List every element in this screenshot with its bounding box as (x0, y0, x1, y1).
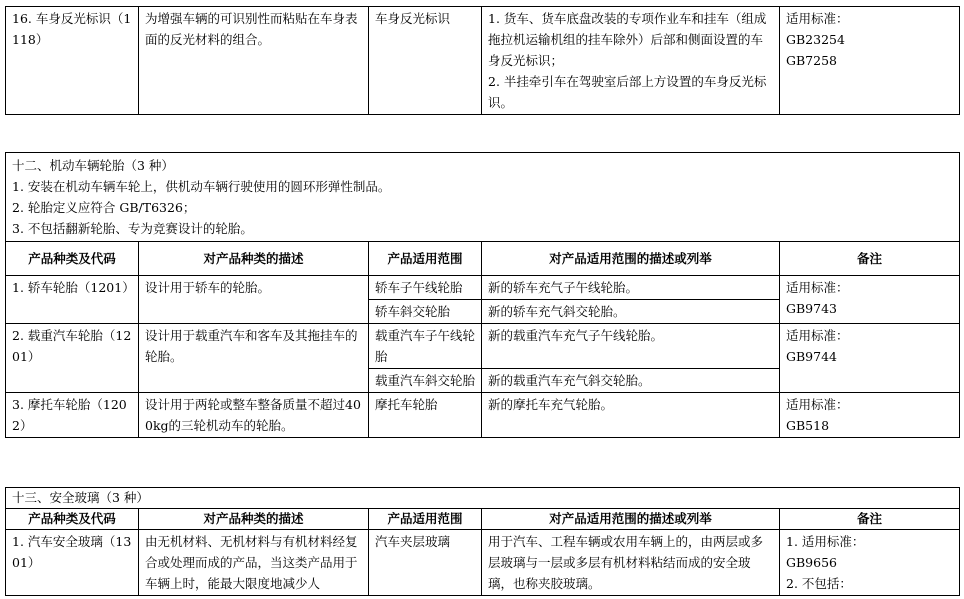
section-title: 十三、安全玻璃（3 种） (12, 490, 149, 505)
scope-description: 新的摩托车充气轮胎。 (488, 397, 614, 412)
remark-cell (780, 324, 960, 393)
standard-code: GB9656 (786, 555, 837, 570)
table-row (6, 324, 960, 369)
product-description-cell (139, 7, 369, 115)
column-header: 对产品种类的描述 (139, 509, 369, 530)
scope-description-cell (482, 530, 780, 596)
section-note: 1. 安装在机动车辆车轮上，供机动车辆行驶使用的圆环形弹性制品。 (12, 179, 391, 194)
scope: 轿车斜交轮胎 (375, 304, 451, 319)
table-tires (5, 152, 960, 438)
remark-label: 适用标准： (786, 280, 849, 295)
product-code-cell (6, 393, 139, 438)
standard-code: GB9744 (786, 349, 837, 364)
scope-cell (369, 300, 482, 324)
scope-cell (369, 530, 482, 596)
scope-description-cell (482, 7, 780, 115)
scope-description: 新的轿车充气斜交轮胎。 (488, 304, 626, 319)
table-reflective-marking (5, 6, 960, 115)
product-description: 设计用于载重汽车和客车及其拖挂车的轮胎。 (145, 328, 358, 364)
scope-cell (369, 7, 482, 115)
product-description: 设计用于两轮或整车整备质量不超过400kg的三轮机动车的轮胎。 (145, 397, 361, 433)
scope-description: 新的载重汽车充气子午线轮胎。 (488, 328, 664, 343)
column-header: 产品种类及代码 (6, 242, 139, 276)
standard-code: GB23254 (786, 32, 845, 47)
table-row (6, 393, 960, 438)
product-description: 由无机材料、无机材料与有机材料经复合或处理而成的产品，当这类产品用于车辆上时，能最大限度地减少人 (145, 534, 358, 591)
table-row (6, 530, 960, 596)
product-code: 2. 载重汽车轮胎（1201） (12, 328, 132, 364)
product-code: 1. 轿车轮胎（1201） (12, 280, 135, 295)
remark-label: 适用标准： (786, 328, 849, 343)
table-row (6, 7, 960, 115)
scope-cell (369, 324, 482, 369)
product-code: 16. 车身反光标识（1118） (12, 11, 132, 47)
scope-description-item: 1. 货车、货车底盘改装的专项作业车和挂车（组成拖拉机运输机组的挂车除外）后部和侧面设置的车身反光标识； (488, 11, 767, 68)
remark-cell (780, 530, 960, 596)
column-header: 备注 (780, 509, 960, 530)
scope-cell (369, 393, 482, 438)
product-description-cell (139, 276, 369, 324)
scope-description-cell (482, 276, 780, 300)
product-code-cell (6, 7, 139, 115)
scope-description-cell (482, 369, 780, 393)
scope: 摩托车轮胎 (375, 397, 438, 412)
scope-cell (369, 369, 482, 393)
column-header: 对产品适用范围的描述或列举 (482, 242, 780, 276)
column-header: 产品种类及代码 (6, 509, 139, 530)
column-header: 产品适用范围 (369, 509, 482, 530)
scope: 轿车子午线轮胎 (375, 280, 463, 295)
column-header: 对产品种类的描述 (139, 242, 369, 276)
table-row (6, 276, 960, 300)
column-header-row (6, 509, 960, 530)
scope-description-cell (482, 300, 780, 324)
scope-cell (369, 276, 482, 300)
scope-description-cell (482, 324, 780, 369)
remark-note: 2. 不包括： (786, 576, 852, 591)
scope-description: 用于汽车、工程车辆或农用车辆上的，由两层或多层玻璃与一层或多层有机材料粘结而成的安全玻璃，也称夹胶玻璃。 (488, 534, 764, 591)
section-header-row (6, 488, 960, 509)
remark-cell (780, 7, 960, 115)
standard-code: GB518 (786, 418, 830, 433)
remark-label: 适用标准： (786, 11, 849, 26)
scope-description: 新的轿车充气子午线轮胎。 (488, 280, 639, 295)
standard-code: GB9743 (786, 301, 837, 316)
column-header: 对产品适用范围的描述或列举 (482, 509, 780, 530)
section-header (6, 488, 960, 509)
column-header: 备注 (780, 242, 960, 276)
remark-cell (780, 276, 960, 324)
scope: 载重汽车斜交轮胎 (375, 373, 476, 388)
scope-description-item: 2. 半挂牵引车在驾驶室后部上方设置的车身反光标识。 (488, 74, 767, 110)
product-description-cell (139, 393, 369, 438)
scope-description: 新的载重汽车充气斜交轮胎。 (488, 373, 651, 388)
standard-code: GB7258 (786, 53, 837, 68)
section-note: 3. 不包括翻新轮胎、专为竞赛设计的轮胎。 (12, 221, 253, 236)
section-header (6, 153, 960, 242)
product-description: 为增强车辆的可识别性而粘贴在车身表面的反光材料的组合。 (145, 11, 358, 47)
scope: 车身反光标识 (375, 11, 451, 26)
remark-label: 1. 适用标准： (786, 534, 865, 549)
section-header-row (6, 153, 960, 242)
product-code: 1. 汽车安全玻璃（1301） (12, 534, 132, 570)
table-safety-glass (5, 487, 960, 596)
remark-label: 适用标准： (786, 397, 849, 412)
product-description-cell (139, 530, 369, 596)
column-header-row (6, 242, 960, 276)
product-code: 3. 摩托车轮胎（1202） (12, 397, 127, 433)
scope-description-cell (482, 393, 780, 438)
product-description: 设计用于轿车的轮胎。 (145, 280, 271, 295)
remark-cell (780, 393, 960, 438)
product-code-cell (6, 324, 139, 393)
product-code-cell (6, 276, 139, 324)
section-note: 2. 轮胎定义应符合 GB/T6326； (12, 200, 196, 215)
scope: 汽车夹层玻璃 (375, 534, 451, 549)
column-header: 产品适用范围 (369, 242, 482, 276)
section-title: 十二、机动车辆轮胎（3 种） (12, 158, 174, 173)
product-code-cell (6, 530, 139, 596)
product-description-cell (139, 324, 369, 393)
scope: 载重汽车子午线轮胎 (375, 328, 476, 364)
